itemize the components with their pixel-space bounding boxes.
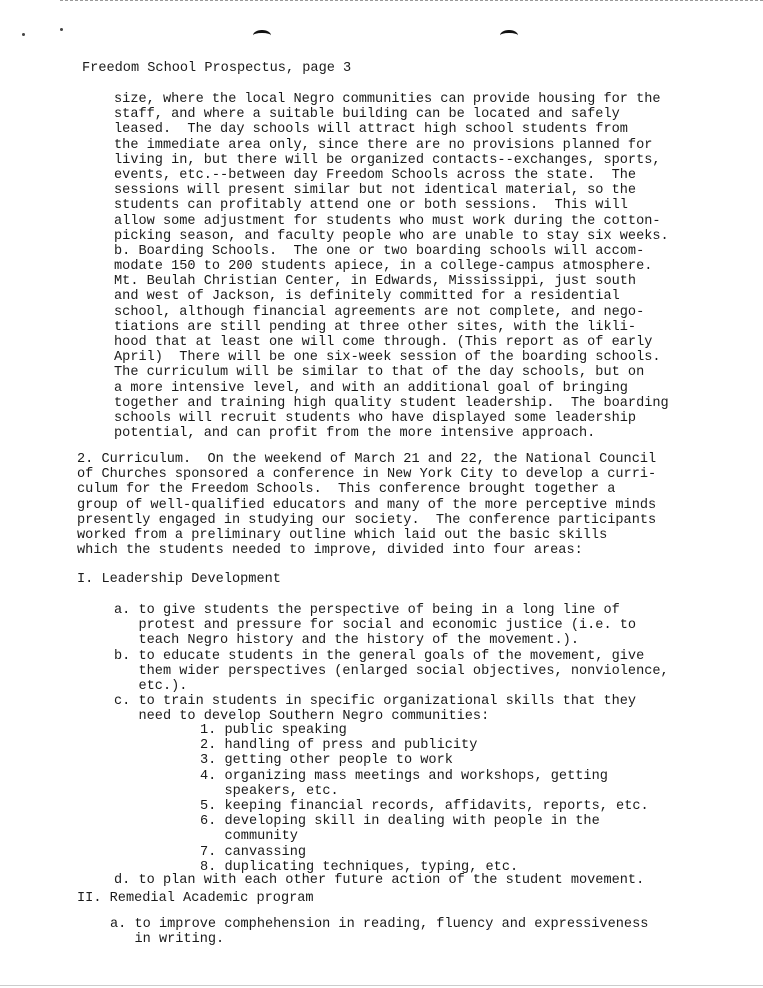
text-line: tiations are still pending at three other sites, with the likli- (114, 319, 637, 335)
text-line: and west of Jackson, is definitely committed for a residential (114, 289, 620, 305)
list-line: in writing. (110, 932, 225, 948)
text-line: culum for the Freedom Schools. This conference brought together a (77, 482, 616, 498)
text-line: Mt. Beulah Christian Center, in Edwards, Mississippi, just south (114, 274, 637, 290)
text-line: leased. The day schools will attract high school students from (114, 122, 628, 138)
text-line: staff, and where a suitable building can be located and safely (114, 107, 620, 123)
section-heading-remedial: II. Remedial Academic program (77, 891, 314, 906)
list-line: c. to train students in specific organizational skills that they (114, 694, 637, 710)
text-line: hood that at least one will come through. (This report as of early (114, 335, 653, 350)
text-line: presently engaged in studying our society. The conference participants (77, 512, 657, 528)
text-line: sessions will present similar but not identical material, so the (114, 183, 637, 199)
leadership-item-d: d. to plan with each other future action of the student movement. (114, 873, 645, 888)
list-line: 3. getting other people to work (200, 753, 453, 769)
leadership-items-list (114, 603, 669, 725)
list-line: b. to educate students in the general goals of the movement, give (114, 648, 645, 664)
paragraph-curriculum (77, 452, 757, 558)
text-line: events, etc.--between day Freedom Schools across the state. The (114, 167, 637, 183)
paragraph-school-types (114, 92, 734, 441)
list-line: 6. developing skill in dealing with people in the (200, 814, 600, 830)
top-edge-line (60, 0, 763, 5)
speck-mark (22, 33, 25, 36)
bottom-edge-line (0, 985, 763, 986)
section-heading-leadership: I. Leadership Development (77, 572, 281, 587)
speck-mark (60, 28, 63, 31)
text-line: allow some adjustment for students who must work during the cotton- (114, 213, 661, 229)
text-line: which the students needed to improve, divided into four areas: (77, 543, 583, 559)
list-line: 5. keeping financial records, affidavits, reports, etc. (200, 798, 649, 814)
text-line: picking season, and faculty people who are unable to stay six weeks. (114, 228, 669, 244)
hole-punch-mark-left (253, 30, 271, 41)
text-line: modate 150 to 200 students apiece, in a college-campus atmosphere. (114, 259, 653, 275)
text-line: students can profitably attend one or both sessions. This will (114, 198, 628, 214)
hole-punch-mark-right (500, 30, 518, 41)
list-line: 1. public speaking (200, 723, 347, 738)
list-line: 7. canvassing (200, 844, 307, 860)
text-line: worked from a preliminary outline which laid out the basic skills (77, 527, 608, 543)
list-line: etc.). (114, 678, 188, 694)
text-line: of Churches sponsored a conference in New York City to develop a curri- (77, 467, 657, 483)
list-line: 8. duplicating techniques, typing, etc. (200, 859, 519, 875)
list-line: speakers, etc. (200, 783, 339, 799)
text-line: group of well-qualified educators and many of the more perceptive minds (77, 497, 657, 513)
organizational-skills-list (200, 723, 649, 875)
text-line: living in, but there will be organized contacts--exchanges, sports, (114, 152, 661, 168)
list-line: a. to give students the perspective of being in a long line of (114, 603, 620, 618)
list-line: need to develop Southern Negro communities: (114, 709, 490, 725)
text-line: together and training high quality student leadership. The boarding (114, 395, 669, 411)
list-line: 4. organizing mass meetings and workshops, getting (200, 768, 608, 784)
text-line: size, where the local Negro communities can provide housing for the (114, 92, 661, 107)
text-line: schools will recruit students who have displayed some leadership (114, 410, 637, 426)
list-line: teach Negro history and the history of the movement.). (114, 633, 579, 649)
text-line: potential, and can profit from the more intensive approach. (114, 426, 596, 442)
remedial-items-list (110, 917, 648, 947)
page-header: Freedom School Prospectus, page 3 (82, 61, 352, 76)
text-line: 2. Curriculum. On the weekend of March 21 and 22, the National Council (77, 452, 657, 467)
list-line: 2. handling of press and publicity (200, 738, 478, 754)
list-line: protest and pressure for social and economic justice (i.e. to (114, 618, 637, 634)
text-line: school, although financial agreements are not complete, and nego- (114, 304, 645, 320)
text-line: The curriculum will be similar to that of the day schools, but on (114, 365, 645, 381)
text-line: April) There will be one six-week session of the boarding schools. (114, 350, 661, 366)
list-line: community (200, 829, 298, 845)
text-line: a more intensive level, and with an additional goal of bringing (114, 380, 628, 396)
list-line: a. to improve comphehension in reading, fluency and expressiveness (110, 917, 649, 932)
text-line: b. Boarding Schools. The one or two boarding schools will accom- (114, 243, 645, 259)
text-line: the immediate area only, since there are no provisions planned for (114, 137, 653, 153)
list-line: them wider perspectives (enlarged social objectives, nonviolence, (114, 663, 669, 679)
